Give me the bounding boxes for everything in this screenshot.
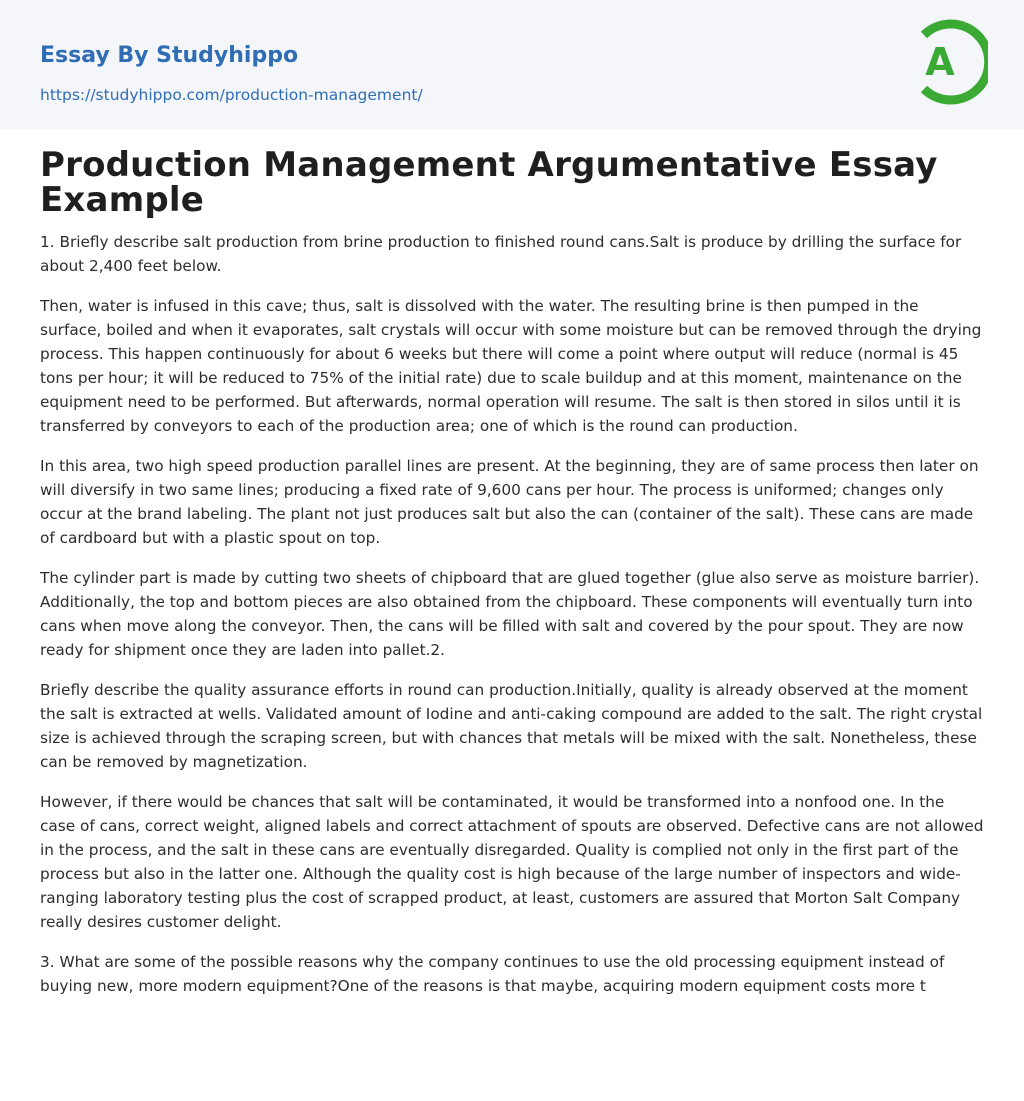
essay-paragraph-4: The cylinder part is made by cutting two sheets of chipboard that are glued together (glue also serve as moisture barrier). Additionally, the top and bottom pieces are also obtained from the chipboard. These components will eventually turn into cans when move along the conveyor. Then, the cans will be filled with salt and covered by the pour spout. They are now ready for shipment once they are laden into pallet.2. [40,569,980,659]
essay-paragraph-5: Briefly describe the quality assurance efforts in round can production.Initially, quality is already observed at the moment the salt is extracted at wells. Validated amount of Iodine and anti-caking compound are added to the salt. The right crystal size is achieved through the scraping screen, but with chances that metals will be mixed with the salt. Nonetheless, these can be removed by magnetization. [40,681,983,771]
essay-paragraph-2: Then, water is infused in this cave; thus, salt is dissolved with the water. The resulting brine is then pumped in the surface, boiled and when it evaporates, salt crystals will occur with some moisture but can be removed through the drying process. This happen continuously for about 6 weeks but there will come a point where output will reduce (normal is 45 tons per hour; it will be reduced to 75% of the initial rate) due to scale buildup and at this moment, maintenance on the equipment need to be performed. But afterwards, normal operation will resume. The salt is then stored in silos until it is transferred by conveyors to each of the production area; one of which is the round can production. [40,297,982,435]
source-url-link[interactable]: https://studyhippo.com/production-management/ [40,86,423,104]
essay-body [40,230,984,998]
page-title: Production Management Argumentative Essay Example [40,145,938,220]
essay-paragraph-3: In this area, two high speed production parallel lines are present. At the beginning, they are of same process then later on will diversify in two same lines; producing a fixed rate of 9,600 cans per hour. The process is uniformed; changes only occur at the brand labeling. The plant not just produces salt but also the can (container of the salt). These cans are made of cardboard but with a plastic spout on top. [40,457,979,547]
essay-paragraph-1: 1. Briefly describe salt production from brine production to finished round cans.Salt is produce by drilling the surface for about 2,400 feet below. [40,233,962,275]
logo-letter: A [925,40,955,84]
essay-paragraph-7: 3. What are some of the possible reasons why the company continues to use the old processing equipment instead of buying new, more modern equipment?One of the reasons is that maybe, acquiring modern equipment costs more t [40,953,945,995]
article [40,145,984,1014]
brand-title[interactable]: Essay By Studyhippo [40,43,299,68]
essay-paragraph-6: However, if there would be chances that salt will be contaminated, it would be transformed into a nonfood one. In the case of cans, correct weight, aligned labels and correct attachment of spouts are observed. Defective cans are not allowed in the process, and the salt in these cans are eventually disregarded. Quality is complied not only in the first part of the process but also in the latter one. Although the quality cost is high because of the large number of inspectors and wide-ranging laboratory testing plus the cost of scrapped product, at least, customers are assured that Morton Salt Company really desires customer delight. [40,793,984,931]
studyhippo-logo-icon[interactable] [912,18,988,106]
site-header [0,0,1024,129]
